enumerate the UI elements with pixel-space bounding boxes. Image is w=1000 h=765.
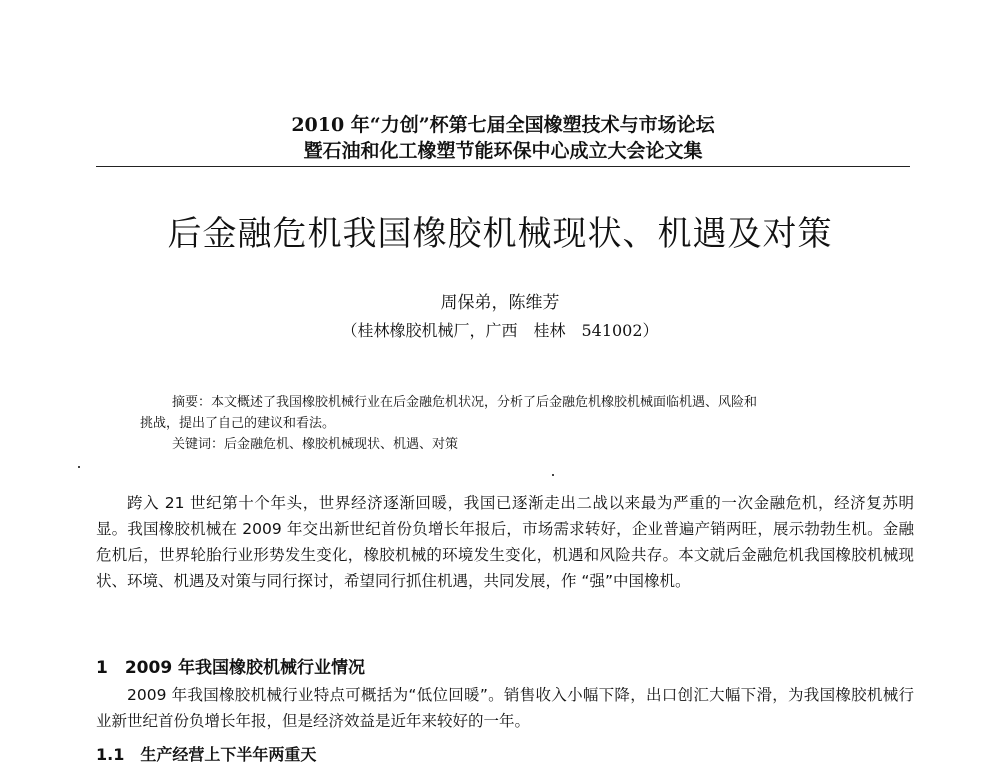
scan-speck (78, 466, 80, 468)
section-1-paragraph (96, 682, 914, 734)
section-1-1-heading: 1.1 生产经营上下半年两重天 (96, 745, 317, 764)
header-line-1: 2010 年“力创”杯第七届全国橡塑技术与市场论坛 (291, 114, 715, 136)
proceedings-header (96, 112, 910, 164)
section-1-text: 2009 年我国橡胶机械行业特点可概括为“低位回暖”。销售收入小幅下降，出口创汇大幅下滑，为我国橡胶机械行业新世纪首份负增长年报，但是经济效益是近年来较好的一年。 (96, 686, 914, 730)
intro-text: 跨入 21 世纪第十个年头，世界经济逐渐回暖，我国已逐渐走出二战以来最为严重的一次金融危机，经济复苏明显。我国橡胶机械在 2009 年交出新世纪首份负增长年报后，市场需求转好，企业普遍产销两旺，展示勃勃生机。金融危机后，世界轮胎行业形势发生变化，橡胶机械的环境发生变化，机遇和风险共存。本文就后金融危机我国橡胶机械现状、环境、机遇及对策与同行探讨，希望同行抓住机遇，共同发展，作 “强”中国橡机。 (96, 494, 914, 590)
keywords: 关键词：后金融危机、橡胶机械现状、机遇、对策 (172, 437, 459, 452)
intro-paragraph (96, 490, 914, 594)
paper-title: 后金融危机我国橡胶机械现状、机遇及对策 (167, 214, 833, 254)
abstract-line-1: 摘要：本文概述了我国橡胶机械行业在后金融危机状况，分析了后金融危机橡胶机械面临机遇、风险和 (172, 395, 758, 410)
section-1-heading: 1 2009 年我国橡胶机械行业情况 (96, 658, 366, 678)
abstract-line-2: 挑战，提出了自己的建议和看法。 (140, 416, 336, 431)
affiliation: （桂林橡胶机械厂，广西 桂林 541002） (341, 321, 659, 340)
header-line-2: 暨石油和化工橡塑节能环保中心成立大会论文集 (303, 140, 703, 162)
scan-speck (552, 474, 554, 476)
header-rule (96, 166, 910, 167)
abstract-block (140, 392, 880, 455)
authors: 周保弟，陈维芳 (440, 293, 560, 313)
